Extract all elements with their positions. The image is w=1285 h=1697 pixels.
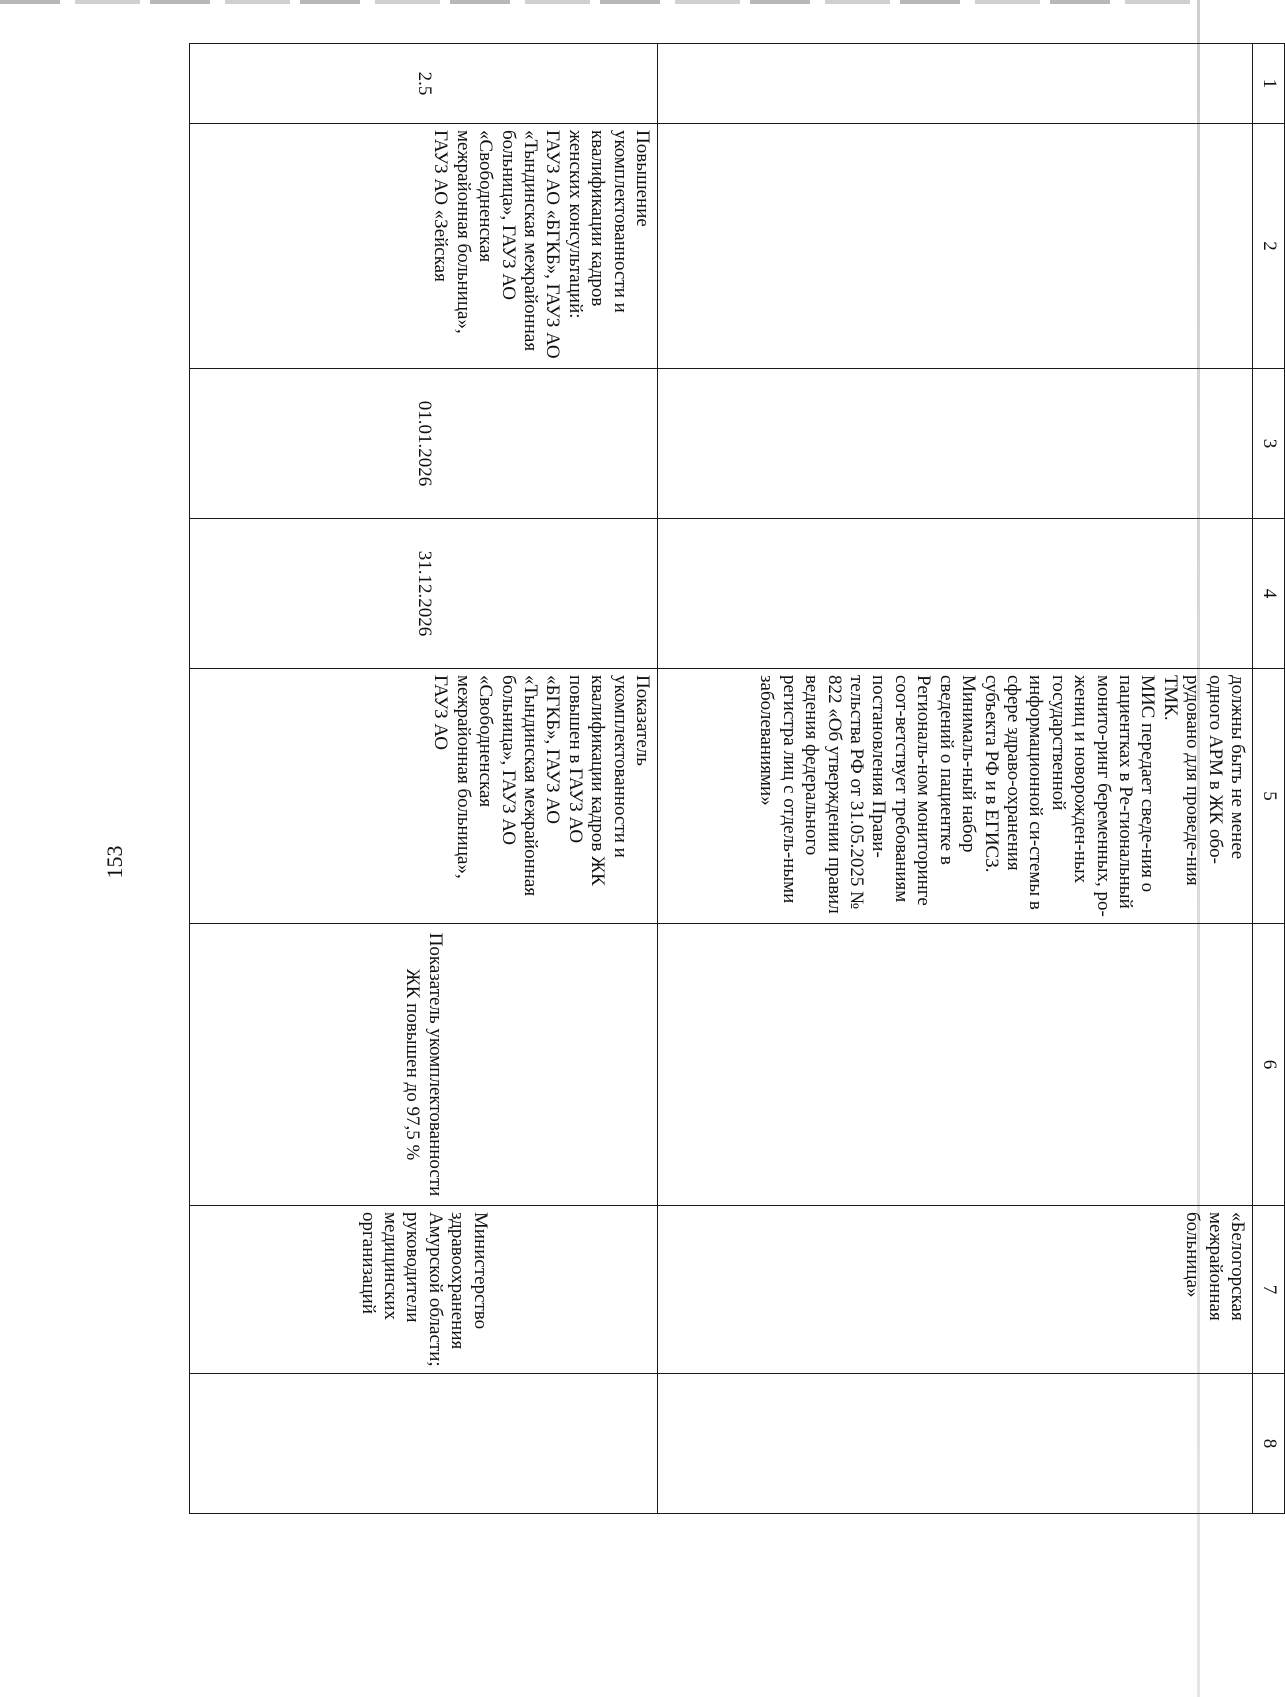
header-col-2: 2 <box>1253 124 1285 369</box>
cell-start-date <box>658 369 1253 519</box>
scan-top-edge <box>0 0 1200 4</box>
cell-indicator: Показатель укомплектованности ЖК повышен до 97,5 % <box>190 924 658 1206</box>
cell-start-date: 01.01.2026 <box>190 369 658 519</box>
header-col-3: 3 <box>1253 369 1285 519</box>
cell-note <box>658 1374 1253 1514</box>
cell-note <box>190 1374 658 1514</box>
table-row <box>190 44 658 1514</box>
header-col-7: 7 <box>1253 1206 1285 1374</box>
cell-indicator <box>658 924 1253 1206</box>
cell-activity <box>658 124 1253 369</box>
header-col-5: 5 <box>1253 669 1285 924</box>
header-col-4: 4 <box>1253 519 1285 669</box>
header-col-6: 6 <box>1253 924 1285 1206</box>
rotated-sheet <box>190 43 1285 1513</box>
cell-result-description: Показатель укомплектованности и квалификации кадров ЖК повышен в ГАУЗ АО «БГКБ», ГАУЗ АО «Тындинская межрайонная больница», ГАУЗ АО «Свободненская межрайонная больница», ГАУЗ АО <box>190 669 658 924</box>
cell-responsible: «Белогорская межрайонная больница» <box>658 1206 1253 1374</box>
header-col-1: 1 <box>1253 44 1285 124</box>
cell-responsible: Министерство здравоохранения Амурской области; руководители медицинских организаций <box>190 1206 658 1374</box>
plan-table <box>189 43 1285 1514</box>
table-row <box>658 44 1253 1514</box>
cell-activity: Повышение укомплектованности и квалификации кадров женских консультаций: ГАУЗ АО «БГКБ», ГАУЗ АО «Тындинская межрайонная больница», ГАУЗ АО «Свободненская межрайонная больница», ГАУЗ АО «Зейская <box>190 124 658 369</box>
cell-result-description: должны быть не менее одного АРМ в ЖК обо-рудовано для проведе-ния ТМК. МИС передает сведе-ния о пациентках в Ре-гиональный монито-ринг беременных, ро-жениц и новорожден-ных государственной информационной си-стемы в сфере здраво-охранения субъекта РФ и в ЕГИСЗ. Минималь-ный набор сведений о пациентке в Региональ-ном мониторинге соот-ветствует требованиям постановления Прави-тельства РФ от 31.05.2025 № 822 «Об утверждении правил ведения федерального регистра лиц с отдель-ными заболеваниями» <box>658 669 1253 924</box>
cell-end-date: 31.12.2026 <box>190 519 658 669</box>
page-number: 153 <box>102 845 127 879</box>
cell-number: 2.5 <box>190 44 658 124</box>
cell-number <box>658 44 1253 124</box>
cell-end-date <box>658 519 1253 669</box>
header-col-8: 8 <box>1253 1374 1285 1514</box>
header-row <box>1253 44 1285 1514</box>
